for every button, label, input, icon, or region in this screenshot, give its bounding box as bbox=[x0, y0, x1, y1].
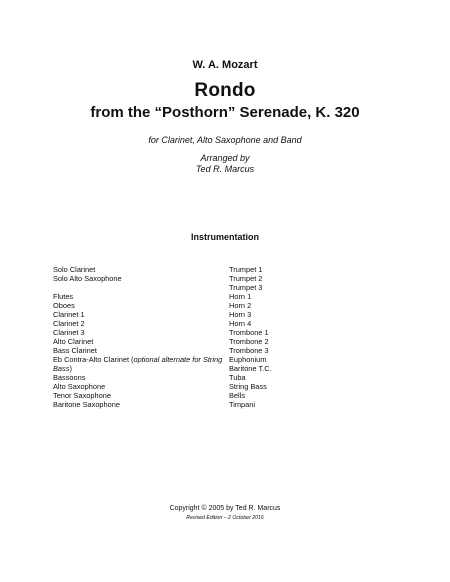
instrument-item: Horn 4 bbox=[229, 319, 252, 328]
contra-alto-note-cont: Bass bbox=[53, 364, 70, 373]
instrument-item: Horn 3 bbox=[229, 310, 252, 319]
instrument-item: String Bass bbox=[229, 382, 267, 391]
contra-alto-suffix: ) bbox=[69, 364, 72, 373]
instrument-item: Horn 1 bbox=[229, 292, 252, 301]
instrument-item: Trombone 1 bbox=[229, 328, 269, 337]
instrument-item: Solo Alto Saxophone bbox=[53, 274, 122, 283]
contra-alto-note: optional alternate for String bbox=[133, 355, 223, 364]
instrument-list-left bbox=[53, 265, 223, 409]
instrument-item: Trumpet 2 bbox=[229, 274, 263, 283]
composer-name: W. A. Mozart bbox=[192, 59, 258, 71]
instrument-item: Tuba bbox=[229, 373, 246, 382]
instrument-item-contra-alto bbox=[53, 355, 223, 364]
scoring-line: for Clarinet, Alto Saxophone and Band bbox=[148, 135, 302, 145]
piece-subtitle: from the “Posthorn” Serenade, K. 320 bbox=[90, 104, 360, 121]
instrument-item: Bells bbox=[229, 391, 246, 400]
instrument-item: Timpani bbox=[229, 400, 256, 409]
instrument-item: Trombone 3 bbox=[229, 346, 269, 355]
instrument-item: Solo Clarinet bbox=[53, 265, 96, 274]
copyright-notice: Copyright © 2005 by Ted R. Marcus bbox=[169, 505, 281, 512]
instrument-item: Alto Saxophone bbox=[53, 382, 106, 391]
list-spacer bbox=[53, 283, 223, 292]
instrument-item: Euphonium bbox=[229, 355, 267, 364]
instrument-list-right bbox=[229, 265, 369, 409]
revised-edition-note: Revised Edition – 2 October 2016 bbox=[186, 515, 264, 521]
instrument-item: Baritone Saxophone bbox=[53, 400, 120, 409]
instrumentation-heading: Instrumentation bbox=[190, 232, 259, 242]
instrument-item-contra-alto-cont bbox=[53, 364, 223, 373]
instrument-item: Trumpet 3 bbox=[229, 283, 263, 292]
instrument-item: Trombone 2 bbox=[229, 337, 269, 346]
instrument-item: Horn 2 bbox=[229, 301, 252, 310]
instrument-item: Oboes bbox=[53, 301, 75, 310]
instrument-item: Bassoons bbox=[53, 373, 86, 382]
instrument-item: Clarinet 2 bbox=[53, 319, 85, 328]
instrument-item: Bass Clarinet bbox=[53, 346, 97, 355]
instrument-item: Clarinet 1 bbox=[53, 310, 85, 319]
instrument-item: Trumpet 1 bbox=[229, 265, 263, 274]
instrument-item: Clarinet 3 bbox=[53, 328, 85, 337]
instrument-item: Tenor Saxophone bbox=[53, 391, 111, 400]
instrument-item: Alto Clarinet bbox=[53, 337, 94, 346]
instrument-item: Flutes bbox=[53, 292, 74, 301]
arranged-by-label: Arranged by bbox=[200, 153, 250, 163]
contra-alto-prefix: Eb Contra-Alto Clarinet ( bbox=[53, 355, 134, 364]
arranger-name: Ted R. Marcus bbox=[195, 164, 255, 174]
piece-title: Rondo bbox=[194, 80, 256, 101]
instrument-item: Baritone T.C. bbox=[229, 364, 272, 373]
